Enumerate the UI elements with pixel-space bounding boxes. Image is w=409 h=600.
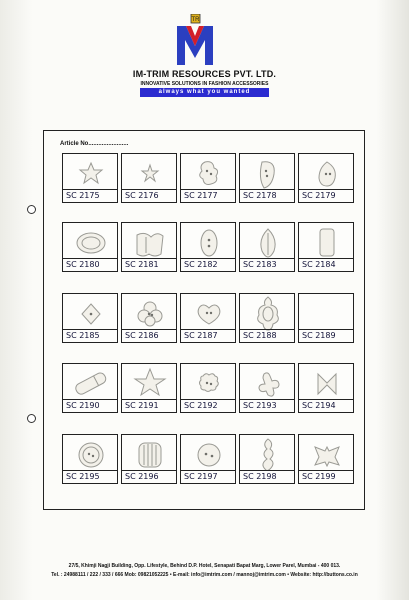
oval-button-icon bbox=[63, 223, 119, 261]
sample-code-label: SC 2185 bbox=[63, 329, 117, 342]
footer-address: 27/5, Khimji Nagji Building, Opp. Lifestyle, Behind D.P. Hotel, Senapati Bapat Marg, Lower Parel, Mumbai - 400 013. bbox=[68, 563, 341, 569]
sample-card bbox=[239, 293, 295, 343]
sample-code-label: SC 2188 bbox=[240, 329, 294, 342]
sample-code-label: SC 2183 bbox=[240, 258, 294, 271]
sample-code-label: SC 2193 bbox=[240, 399, 294, 412]
oval-2hole-button-icon bbox=[181, 223, 237, 261]
sample-card bbox=[180, 434, 236, 484]
cross-flower-button-icon bbox=[240, 364, 296, 402]
sample-card bbox=[121, 293, 177, 343]
small-star-button-icon bbox=[122, 154, 178, 192]
sample-code-label: SC 2187 bbox=[181, 329, 235, 342]
sample-card bbox=[298, 153, 354, 203]
sample-card bbox=[62, 293, 118, 343]
sample-card bbox=[239, 153, 295, 203]
sample-card bbox=[121, 363, 177, 413]
bow-button-icon bbox=[299, 364, 355, 402]
company-name: IM-TRIM RESOURCES PVT. LTD. bbox=[132, 69, 277, 79]
sample-card bbox=[180, 153, 236, 203]
sample-code-label: SC 2184 bbox=[299, 258, 353, 271]
sample-code-label: SC 2189 bbox=[299, 329, 353, 342]
sample-code-label: SC 2177 bbox=[181, 189, 235, 202]
company-logo bbox=[176, 14, 214, 66]
flower-button-icon bbox=[122, 294, 178, 332]
sample-card bbox=[62, 434, 118, 484]
sample-card bbox=[239, 222, 295, 272]
sample-card bbox=[298, 222, 354, 272]
sample-code-label: SC 2190 bbox=[63, 399, 117, 412]
sample-card bbox=[298, 363, 354, 413]
slogan-banner: always what you wanted bbox=[140, 88, 269, 97]
sample-card bbox=[121, 434, 177, 484]
sample-code-label: SC 2176 bbox=[122, 189, 176, 202]
company-tagline: INNOVATIVE SOLUTIONS IN FASHION ACCESSORIES bbox=[140, 81, 269, 87]
sample-card bbox=[180, 293, 236, 343]
sample-code-label: SC 2197 bbox=[181, 470, 235, 483]
sample-card bbox=[121, 153, 177, 203]
sample-card bbox=[180, 222, 236, 272]
sample-card bbox=[62, 153, 118, 203]
sample-code-label: SC 2195 bbox=[63, 470, 117, 483]
sample-code-label: SC 2175 bbox=[63, 189, 117, 202]
butterfly-button-icon bbox=[299, 435, 355, 473]
binder-hole-top bbox=[27, 205, 36, 214]
leaf-shell-button-icon bbox=[240, 223, 296, 261]
leaf-button-icon bbox=[181, 154, 237, 192]
sample-code-label: SC 2198 bbox=[240, 470, 294, 483]
sample-code-label: SC 2178 bbox=[240, 189, 294, 202]
sample-card bbox=[62, 222, 118, 272]
sample-card bbox=[298, 293, 354, 343]
rectangle-button-icon bbox=[299, 223, 355, 261]
svg-text:TR: TR bbox=[191, 17, 200, 23]
star-button-icon bbox=[63, 154, 119, 192]
twisted-button-icon bbox=[240, 435, 296, 473]
round-button-icon bbox=[63, 435, 119, 473]
article-number-label: Article No........................ bbox=[60, 141, 129, 147]
sample-code-label: SC 2186 bbox=[122, 329, 176, 342]
drop-button-icon bbox=[299, 154, 355, 192]
sample-code-label: SC 2196 bbox=[122, 470, 176, 483]
sample-code-label: SC 2194 bbox=[299, 399, 353, 412]
sample-card bbox=[62, 363, 118, 413]
heart-button-icon bbox=[181, 294, 237, 332]
sample-code-label: SC 2180 bbox=[63, 258, 117, 271]
sample-card bbox=[121, 222, 177, 272]
binder-hole-bottom bbox=[27, 414, 36, 423]
teardrop-button-icon bbox=[240, 154, 296, 192]
wave-shell-button-icon bbox=[122, 223, 178, 261]
footer-contact: Tel. : 24988111 / 222 / 333 / 666 Mob: 09821052225 • E-mail: info@imtrim.com / mannoj@imtrim.com • Website: http://buttons.co.in bbox=[51, 572, 358, 578]
diamond-button-icon bbox=[63, 294, 119, 332]
big-star-button-icon bbox=[122, 364, 178, 402]
sample-code-label: SC 2199 bbox=[299, 470, 353, 483]
round-2hole-button-icon bbox=[181, 435, 237, 473]
bar-button-icon bbox=[63, 364, 119, 402]
scallop-button-icon bbox=[181, 364, 237, 402]
sample-code-label: SC 2181 bbox=[122, 258, 176, 271]
sample-card bbox=[239, 363, 295, 413]
sample-card bbox=[298, 434, 354, 484]
sample-code-label: SC 2179 bbox=[299, 189, 353, 202]
sample-card bbox=[239, 434, 295, 484]
sample-code-label: SC 2191 bbox=[122, 399, 176, 412]
ornate-button-icon bbox=[240, 294, 296, 332]
striped-square-button-icon bbox=[122, 435, 178, 473]
sample-code-label: SC 2182 bbox=[181, 258, 235, 271]
sample-card bbox=[180, 363, 236, 413]
empty-slot bbox=[299, 294, 355, 332]
sample-code-label: SC 2192 bbox=[181, 399, 235, 412]
